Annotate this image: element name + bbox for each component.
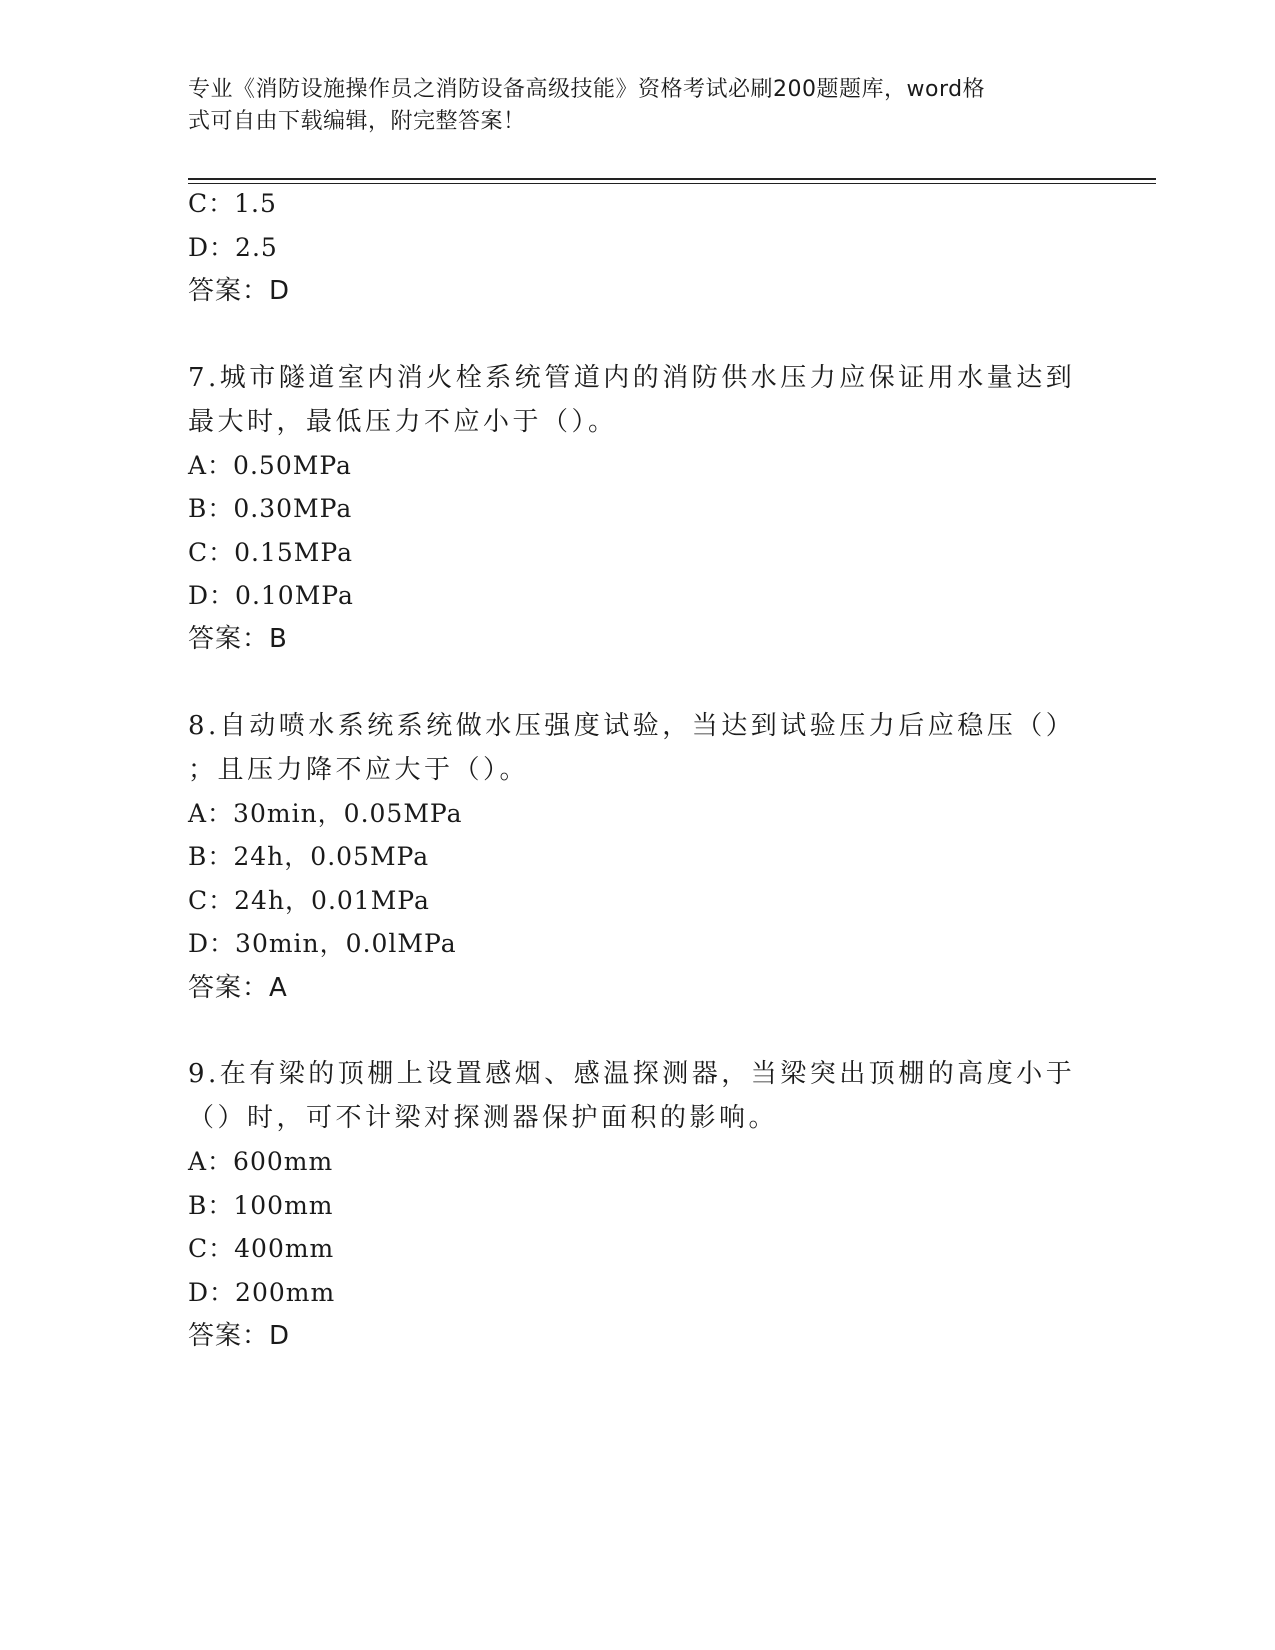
q7-stem-line-1: 7.城市隧道室内消火栓系统管道内的消防供水压力应保证用水量达到 [188, 363, 1076, 393]
q8-option-d: D：30min，0.0lMPa [188, 929, 457, 958]
q9-option-a: A：600mm [188, 1147, 334, 1176]
q9-answer: 答案：D [188, 1321, 291, 1351]
header-line-2: 式可自由下载编辑，附完整答案！ [188, 109, 526, 134]
q7-option-a: A：0.50MPa [188, 451, 352, 480]
q8-option-a: A：30min，0.05MPa [188, 799, 463, 828]
q7-stem-line-2: 最大时，最低压力不应小于（）。 [188, 407, 618, 437]
q9-option-d: D：200mm [188, 1278, 336, 1307]
q9-option-b: B：100mm [188, 1191, 334, 1220]
q7-option-c: C：0.15MPa [188, 538, 353, 567]
q8-option-c: C：24h，0.01MPa [188, 886, 430, 915]
q9-stem-line-2: （）时，可不计梁对探测器保护面积的影响。 [188, 1103, 779, 1133]
header-divider-thick [188, 178, 1156, 180]
q9-option-c: C：400mm [188, 1234, 335, 1263]
q8-stem-line-1: 8.自动喷水系统系统做水压强度试验，当达到试验压力后应稳压（） [188, 711, 1076, 741]
q7-option-d: D：0.10MPa [188, 581, 354, 610]
prev-option-c: C：1.5 [188, 189, 277, 218]
q7-answer: 答案：B [188, 624, 288, 654]
header-line-1: 专业《消防设施操作员之消防设备高级技能》资格考试必刷200题题库，word格 [188, 77, 986, 102]
q8-answer: 答案：A [188, 973, 288, 1003]
header-divider-thin [188, 183, 1156, 184]
q8-option-b: B：24h，0.05MPa [188, 842, 430, 871]
q7-option-b: B：0.30MPa [188, 494, 353, 523]
prev-answer: 答案：D [188, 276, 291, 306]
q9-stem-line-1: 9.在有梁的顶棚上设置感烟、感温探测器，当梁突出顶棚的高度小于 [188, 1059, 1076, 1089]
document-header [188, 74, 1068, 138]
prev-option-d: D：2.5 [188, 233, 278, 262]
q8-stem-line-2: ；且压力降不应大于（）。 [188, 755, 530, 785]
